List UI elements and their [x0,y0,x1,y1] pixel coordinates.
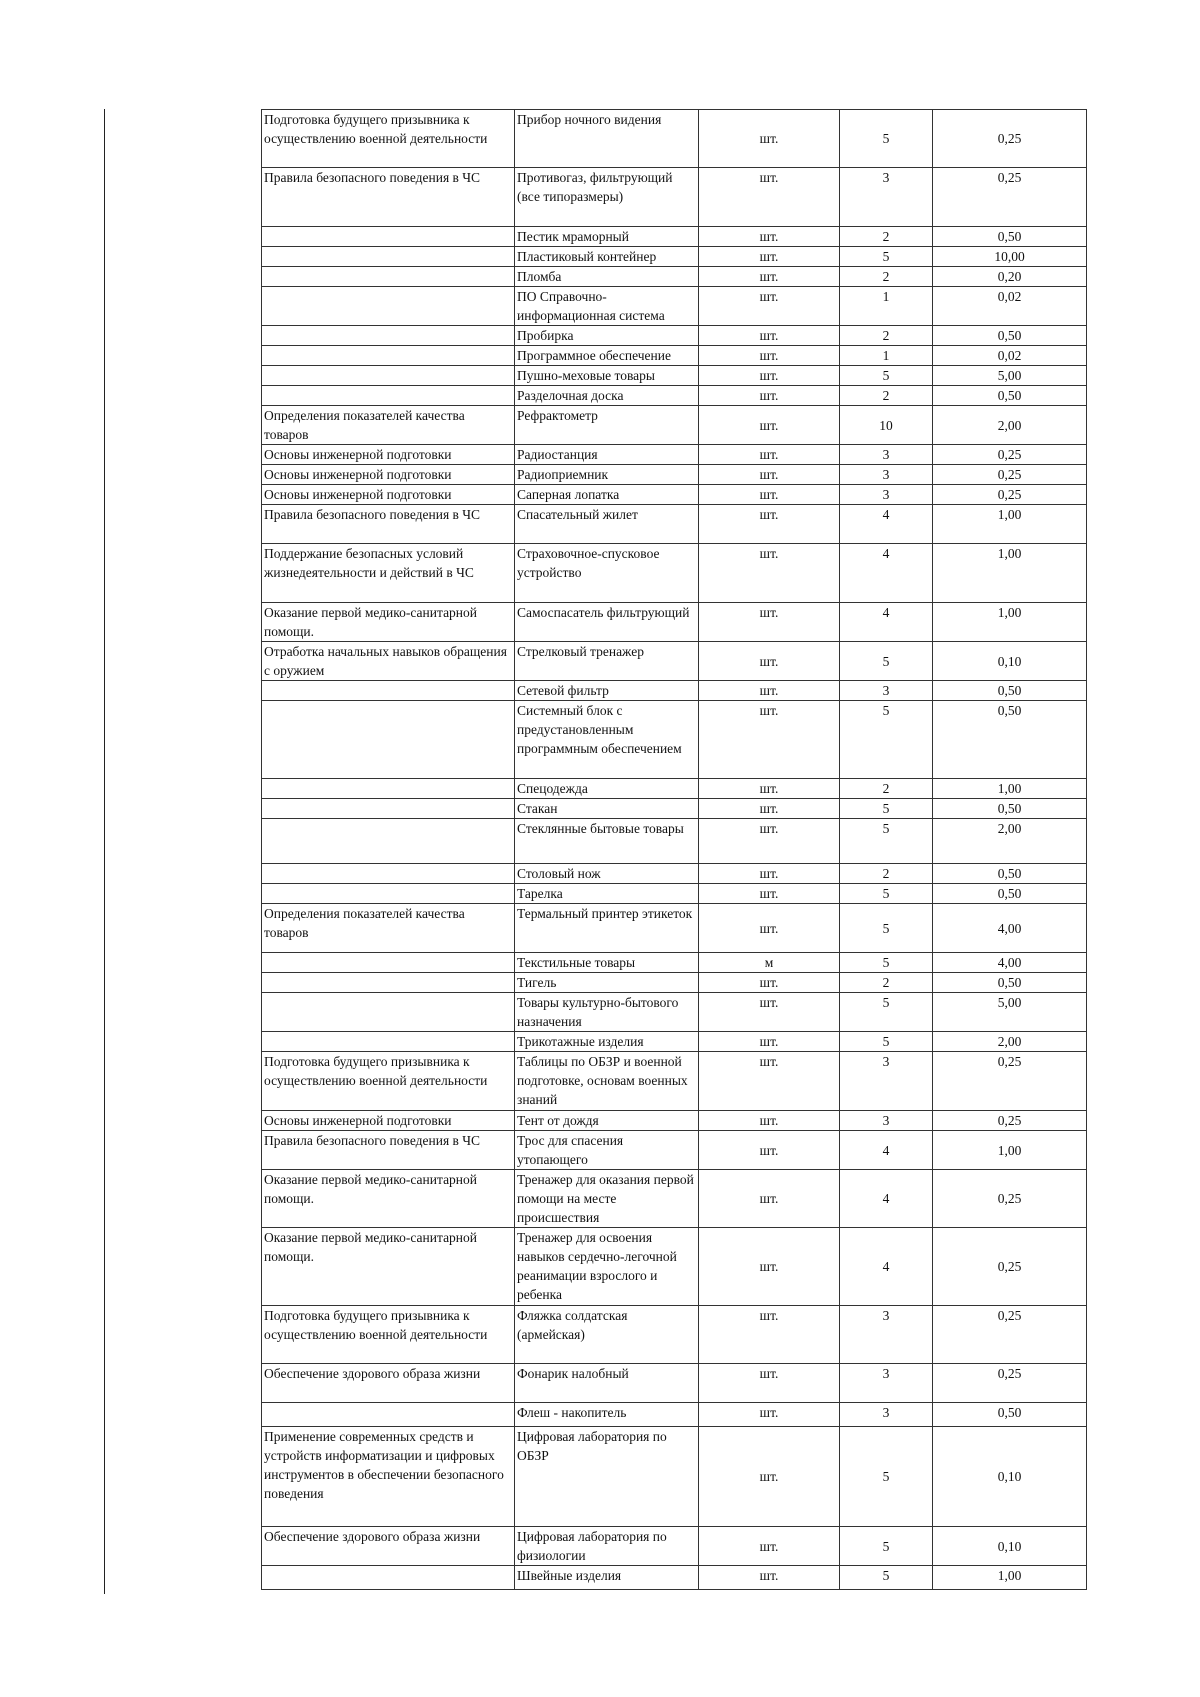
item-name-cell: Пломба [515,267,699,287]
table-row [262,1427,1087,1527]
section-cell [262,247,515,267]
item-name-cell: Стакан [515,799,699,819]
section-cell [262,884,515,904]
unit-cell: шт. [699,1403,840,1427]
quantity-cell: 10 [840,406,933,445]
unit-cell: шт. [699,406,840,445]
quantity-cell: 5 [840,884,933,904]
quantity-cell: 5 [840,642,933,681]
item-name-cell: Термальный принтер этикеток [515,904,699,953]
item-name-cell: Тигель [515,973,699,993]
section-cell: Основы инженерной подготовки [262,485,515,505]
table-row [262,603,1087,642]
item-name-cell: Флеш - накопитель [515,1403,699,1427]
unit-cell: шт. [699,386,840,406]
section-cell: Подготовка будущего призывника к осуществлению военной деятельности [262,110,515,168]
unit-cell: шт. [699,681,840,701]
section-cell: Обеспечение здорового образа жизни [262,1364,515,1403]
norm-cell: 0,50 [933,973,1087,993]
table-row [262,168,1087,227]
norm-cell: 0,25 [933,1228,1087,1306]
item-name-cell: Таблицы по ОБЗР и военной подготовке, основам военных знаний [515,1052,699,1111]
table-row [262,247,1087,267]
norm-cell: 0,25 [933,1364,1087,1403]
unit-cell: шт. [699,819,840,864]
section-cell [262,681,515,701]
norm-cell: 0,25 [933,1052,1087,1111]
item-name-cell: Пластиковый контейнер [515,247,699,267]
section-cell: Правила безопасного поведения в ЧС [262,1131,515,1170]
unit-cell: м [699,953,840,973]
quantity-cell: 5 [840,247,933,267]
equipment-table [261,109,1087,1590]
norm-cell: 0,25 [933,168,1087,227]
quantity-cell: 5 [840,953,933,973]
section-cell [262,1566,515,1590]
table-row [262,1032,1087,1052]
table-row [262,366,1087,386]
unit-cell: шт. [699,346,840,366]
section-cell [262,326,515,346]
section-cell: Основы инженерной подготовки [262,445,515,465]
norm-cell: 1,00 [933,544,1087,603]
unit-cell: шт. [699,799,840,819]
norm-cell: 0,50 [933,326,1087,346]
norm-cell: 10,00 [933,247,1087,267]
table-row [262,346,1087,366]
item-name-cell: Пушно-меховые товары [515,366,699,386]
section-cell: Подготовка будущего призывника к осуществлению военной деятельности [262,1306,515,1364]
table-row [262,993,1087,1032]
quantity-cell: 3 [840,681,933,701]
table-row [262,1306,1087,1364]
section-cell [262,1032,515,1052]
table-row [262,267,1087,287]
equipment-table-body [262,110,1087,1590]
unit-cell: шт. [699,485,840,505]
item-name-cell: Тарелка [515,884,699,904]
section-cell [262,993,515,1032]
section-cell [262,267,515,287]
unit-cell: шт. [699,1427,840,1527]
unit-cell: шт. [699,247,840,267]
table-row [262,953,1087,973]
quantity-cell: 5 [840,819,933,864]
item-name-cell: Пестик мраморный [515,227,699,247]
norm-cell: 4,00 [933,904,1087,953]
table-row [262,864,1087,884]
unit-cell: шт. [699,326,840,346]
section-cell [262,701,515,779]
section-cell: Оказание первой медико-санитарной помощи. [262,1228,515,1306]
unit-cell: шт. [699,1111,840,1131]
quantity-cell: 3 [840,1403,933,1427]
norm-cell: 0,10 [933,1527,1087,1566]
item-name-cell: Стрелковый тренажер [515,642,699,681]
quantity-cell: 4 [840,603,933,642]
item-name-cell: Разделочная доска [515,386,699,406]
norm-cell: 0,50 [933,799,1087,819]
table-row [262,1052,1087,1111]
unit-cell: шт. [699,1228,840,1306]
quantity-cell: 2 [840,326,933,346]
quantity-cell: 3 [840,465,933,485]
unit-cell: шт. [699,465,840,485]
unit-cell: шт. [699,287,840,326]
quantity-cell: 5 [840,1566,933,1590]
item-name-cell: ПО Справочно-информационная система [515,287,699,326]
norm-cell: 0,25 [933,1306,1087,1364]
quantity-cell: 4 [840,544,933,603]
norm-cell: 1,00 [933,603,1087,642]
section-cell: Определения показателей качества товаров [262,904,515,953]
quantity-cell: 3 [840,445,933,465]
item-name-cell: Противогаз, фильтрующий (все типоразмеры) [515,168,699,227]
quantity-cell: 5 [840,799,933,819]
unit-cell: шт. [699,1131,840,1170]
unit-cell: шт. [699,642,840,681]
item-name-cell: Цифровая лаборатория по ОБЗР [515,1427,699,1527]
item-name-cell: Тренажер для оказания первой помощи на месте происшествия [515,1170,699,1228]
item-name-cell: Саперная лопатка [515,485,699,505]
norm-cell: 5,00 [933,993,1087,1032]
section-cell [262,227,515,247]
quantity-cell: 5 [840,701,933,779]
table-row [262,227,1087,247]
section-cell [262,346,515,366]
item-name-cell: Самоспасатель фильтрующий [515,603,699,642]
unit-cell: шт. [699,1052,840,1111]
item-name-cell: Спасательный жилет [515,505,699,544]
item-name-cell: Программное обеспечение [515,346,699,366]
norm-cell: 0,50 [933,386,1087,406]
norm-cell: 0,20 [933,267,1087,287]
table-row [262,1527,1087,1566]
table-row [262,1403,1087,1427]
quantity-cell: 3 [840,1364,933,1403]
unit-cell: шт. [699,993,840,1032]
norm-cell: 4,00 [933,953,1087,973]
quantity-cell: 5 [840,1527,933,1566]
quantity-cell: 2 [840,267,933,287]
section-cell: Оказание первой медико-санитарной помощи. [262,603,515,642]
section-cell: Основы инженерной подготовки [262,1111,515,1131]
unit-cell: шт. [699,1170,840,1228]
norm-cell: 0,25 [933,465,1087,485]
section-cell: Подготовка будущего призывника к осуществлению военной деятельности [262,1052,515,1111]
norm-cell: 0,25 [933,1111,1087,1131]
norm-cell: 0,02 [933,346,1087,366]
item-name-cell: Стеклянные бытовые товары [515,819,699,864]
table-row [262,904,1087,953]
norm-cell: 0,50 [933,864,1087,884]
norm-cell: 5,00 [933,366,1087,386]
item-name-cell: Страховочное-спусковое устройство [515,544,699,603]
norm-cell: 1,00 [933,1566,1087,1590]
quantity-cell: 4 [840,1170,933,1228]
table-row [262,1111,1087,1131]
item-name-cell: Цифровая лаборатория по физиологии [515,1527,699,1566]
unit-cell: шт. [699,779,840,799]
section-cell: Определения показателей качества товаров [262,406,515,445]
item-name-cell: Трикотажные изделия [515,1032,699,1052]
quantity-cell: 5 [840,110,933,168]
quantity-cell: 2 [840,227,933,247]
item-name-cell: Радиостанция [515,445,699,465]
item-name-cell: Прибор ночного видения [515,110,699,168]
left-margin-rule [104,109,105,1594]
unit-cell: шт. [699,227,840,247]
unit-cell: шт. [699,168,840,227]
norm-cell: 1,00 [933,779,1087,799]
table-row [262,505,1087,544]
unit-cell: шт. [699,603,840,642]
norm-cell: 1,00 [933,1131,1087,1170]
quantity-cell: 3 [840,1052,933,1111]
norm-cell: 2,00 [933,819,1087,864]
item-name-cell: Швейные изделия [515,1566,699,1590]
section-cell: Отработка начальных навыков обращения с оружием [262,642,515,681]
table-row [262,110,1087,168]
item-name-cell: Тренажер для освоения навыков сердечно-легочной реанимации взрослого и ребенка [515,1228,699,1306]
norm-cell: 2,00 [933,1032,1087,1052]
item-name-cell: Товары культурно-бытового назначения [515,993,699,1032]
section-cell: Правила безопасного поведения в ЧС [262,505,515,544]
quantity-cell: 3 [840,485,933,505]
section-cell: Оказание первой медико-санитарной помощи. [262,1170,515,1228]
section-cell [262,1403,515,1427]
quantity-cell: 3 [840,1111,933,1131]
table-row [262,681,1087,701]
section-cell [262,819,515,864]
norm-cell: 0,25 [933,485,1087,505]
table-row [262,406,1087,445]
unit-cell: шт. [699,1306,840,1364]
section-cell [262,953,515,973]
table-row [262,701,1087,779]
section-cell [262,386,515,406]
section-cell [262,287,515,326]
section-cell [262,366,515,386]
section-cell [262,973,515,993]
table-row [262,973,1087,993]
table-row [262,326,1087,346]
quantity-cell: 4 [840,1131,933,1170]
section-cell: Применение современных средств и устройств информатизации и цифровых инструментов в обеспечении безопасного поведения [262,1427,515,1527]
norm-cell: 0,50 [933,701,1087,779]
unit-cell: шт. [699,864,840,884]
unit-cell: шт. [699,973,840,993]
table-row [262,642,1087,681]
table-row [262,287,1087,326]
unit-cell: шт. [699,701,840,779]
section-cell: Обеспечение здорового образа жизни [262,1527,515,1566]
unit-cell: шт. [699,1566,840,1590]
table-row [262,1566,1087,1590]
quantity-cell: 5 [840,904,933,953]
table-row [262,779,1087,799]
quantity-cell: 1 [840,346,933,366]
quantity-cell: 5 [840,1032,933,1052]
table-row [262,819,1087,864]
unit-cell: шт. [699,1032,840,1052]
quantity-cell: 4 [840,1228,933,1306]
quantity-cell: 1 [840,287,933,326]
section-cell [262,864,515,884]
item-name-cell: Системный блок с предустановленным программным обеспечением [515,701,699,779]
quantity-cell: 3 [840,1306,933,1364]
quantity-cell: 5 [840,1427,933,1527]
unit-cell: шт. [699,1364,840,1403]
table-row [262,1364,1087,1403]
quantity-cell: 2 [840,779,933,799]
item-name-cell: Текстильные товары [515,953,699,973]
unit-cell: шт. [699,904,840,953]
item-name-cell: Трос для спасения утопающего [515,1131,699,1170]
item-name-cell: Сетевой фильтр [515,681,699,701]
item-name-cell: Радиоприемник [515,465,699,485]
norm-cell: 0,50 [933,1403,1087,1427]
item-name-cell: Пробирка [515,326,699,346]
unit-cell: шт. [699,544,840,603]
item-name-cell: Фонарик налобный [515,1364,699,1403]
section-cell: Основы инженерной подготовки [262,465,515,485]
section-cell: Правила безопасного поведения в ЧС [262,168,515,227]
item-name-cell: Тент от дождя [515,1111,699,1131]
quantity-cell: 2 [840,386,933,406]
norm-cell: 0,25 [933,1170,1087,1228]
norm-cell: 0,25 [933,445,1087,465]
item-name-cell: Столовый нож [515,864,699,884]
norm-cell: 0,50 [933,227,1087,247]
unit-cell: шт. [699,366,840,386]
quantity-cell: 5 [840,366,933,386]
norm-cell: 0,10 [933,642,1087,681]
table-row [262,1228,1087,1306]
table-row [262,884,1087,904]
unit-cell: шт. [699,110,840,168]
table-row [262,1131,1087,1170]
norm-cell: 1,00 [933,505,1087,544]
table-row [262,445,1087,465]
table-row [262,485,1087,505]
quantity-cell: 2 [840,973,933,993]
quantity-cell: 5 [840,993,933,1032]
quantity-cell: 4 [840,505,933,544]
norm-cell: 0,25 [933,110,1087,168]
section-cell: Поддержание безопасных условий жизнедеятельности и действий в ЧС [262,544,515,603]
norm-cell: 2,00 [933,406,1087,445]
table-row [262,544,1087,603]
unit-cell: шт. [699,505,840,544]
item-name-cell: Фляжка солдатская (армейская) [515,1306,699,1364]
norm-cell: 0,50 [933,681,1087,701]
norm-cell: 0,02 [933,287,1087,326]
quantity-cell: 3 [840,168,933,227]
norm-cell: 0,50 [933,884,1087,904]
table-row [262,465,1087,485]
table-row [262,799,1087,819]
section-cell [262,779,515,799]
section-cell [262,799,515,819]
table-row [262,1170,1087,1228]
table-row [262,386,1087,406]
unit-cell: шт. [699,1527,840,1566]
item-name-cell: Спецодежда [515,779,699,799]
unit-cell: шт. [699,884,840,904]
item-name-cell: Рефрактометр [515,406,699,445]
quantity-cell: 2 [840,864,933,884]
unit-cell: шт. [699,267,840,287]
unit-cell: шт. [699,445,840,465]
norm-cell: 0,10 [933,1427,1087,1527]
